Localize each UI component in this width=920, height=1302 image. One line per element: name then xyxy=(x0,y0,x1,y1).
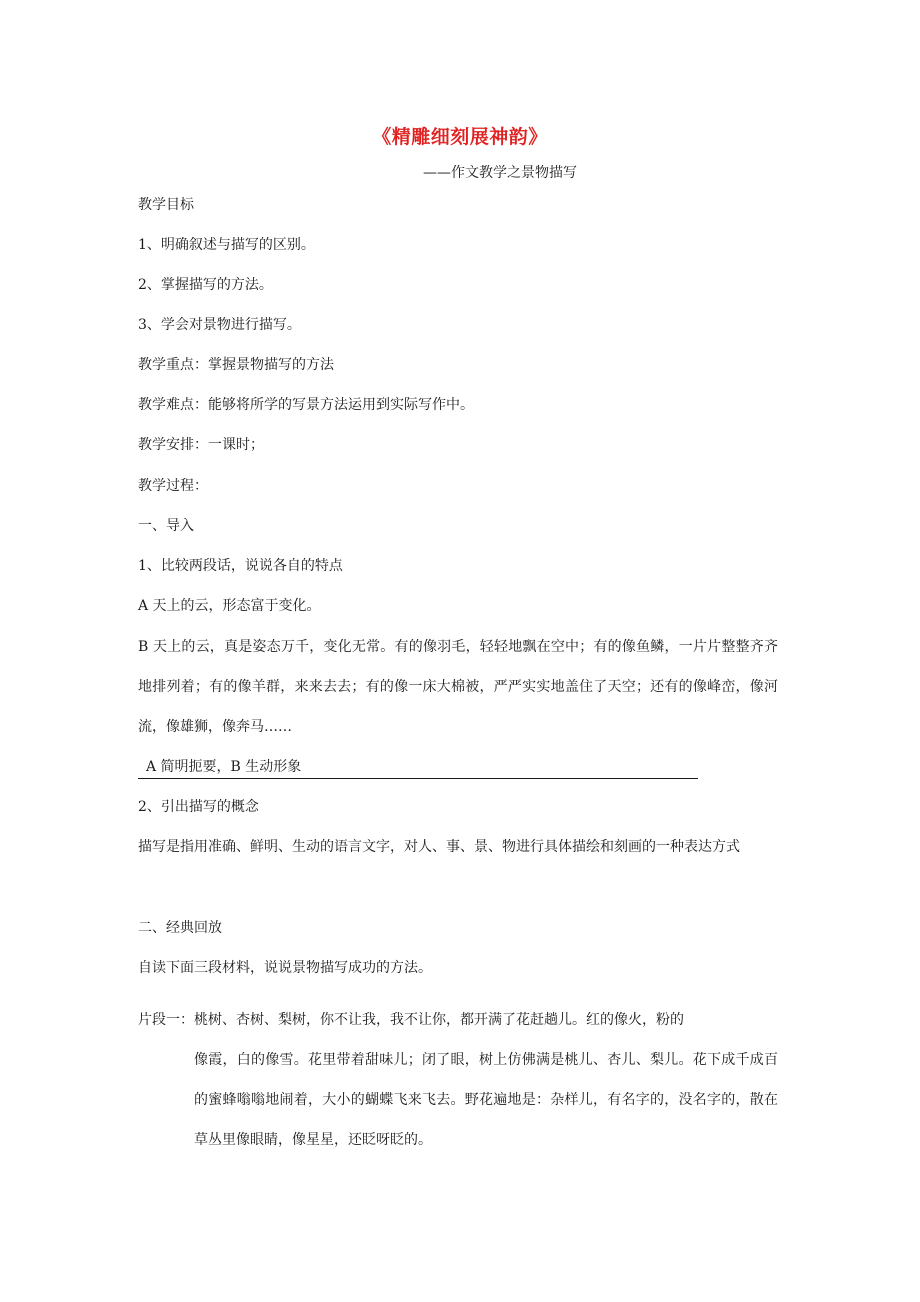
teaching-schedule: 教学安排：一课时； xyxy=(138,437,264,453)
section-2-heading: 2、引出描写的概念 xyxy=(138,799,259,815)
teaching-process-heading: 教学过程： xyxy=(138,478,208,494)
passage-a: A 天上的云，形态富于变化。 xyxy=(138,598,321,614)
goal-item-1: 1、明确叙述与描写的区别。 xyxy=(138,237,315,253)
teaching-difficulty: 教学难点：能够将所学的写景方法运用到实际写作中。 xyxy=(138,397,474,413)
reading-instruction: 自读下面三段材料，说说景物描写成功的方法。 xyxy=(138,960,432,976)
goal-item-3: 3、学会对景物进行描写。 xyxy=(138,317,301,333)
document-title: 《精雕细刻展神韵》 xyxy=(372,126,548,148)
excerpt-1-first-line: 桃树、杏树、梨树，你不让我，我不让你，都开满了花赶趟儿。红的像火，粉的 xyxy=(194,1012,684,1028)
description-definition: 描写是指用准确、鲜明、生动的语言文字，对人、事、景、物进行具体描绘和刻画的一种表达方式 xyxy=(138,839,740,855)
excerpt-1-body xyxy=(194,1000,778,1160)
teaching-key-point: 教学重点：掌握景物描写的方法 xyxy=(138,357,334,373)
teaching-goals-heading: 教学目标 xyxy=(138,197,194,213)
passage-b: B 天上的云，真是姿态万千，变化无常。有的像羽毛，轻轻地飘在空中；有的像鱼鳞，一片片整整齐齐地排列着；有的像羊群，来来去去；有的像一床大棉被，严严实实地盖住了天空；还有的像峰峦，像河流，像雄狮，像奔马…… xyxy=(138,639,778,735)
document-subtitle: ——作文教学之景物描写 xyxy=(423,165,577,181)
section-intro-heading: 一、导入 xyxy=(138,518,194,534)
compare-prompt: 1、比较两段话，说说各自的特点 xyxy=(138,558,343,574)
excerpt-1-label: 片段一： xyxy=(138,1012,194,1028)
goal-item-2: 2、掌握描写的方法。 xyxy=(138,277,273,293)
part-2-heading: 二、经典回放 xyxy=(138,920,222,936)
excerpt-1-continuation: 像霞，白的像雪。花里带着甜味儿；闭了眼，树上仿佛满是桃儿、杏儿、梨儿。花下成千成百的蜜蜂嗡嗡地闹着，大小的蝴蝶飞来飞去。野花遍地是：杂样儿，有名字的，没名字的，散在草丛里像眼睛，像星星，还眨呀眨的。 xyxy=(194,1052,778,1148)
comparison-answer: A 简明扼要，B 生动形象 xyxy=(138,757,698,779)
